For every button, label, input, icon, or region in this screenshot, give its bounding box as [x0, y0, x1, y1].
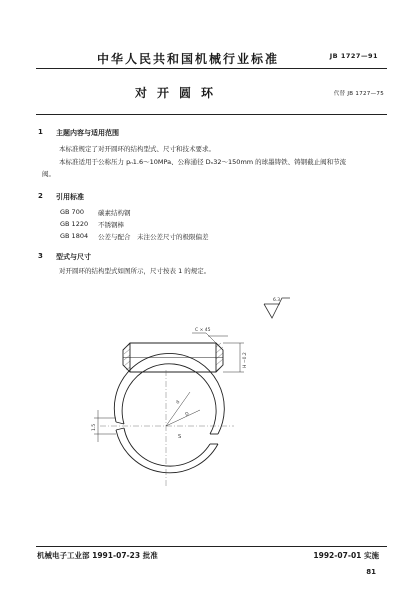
inner-diameter-label: d — [175, 399, 182, 406]
chamfer-dimension: C × 45 — [195, 328, 211, 333]
chamfer-leader — [192, 333, 228, 343]
reference-code: GB 1804 — [60, 232, 89, 240]
section-3-paragraph-1: 对开圆环的结构型式如图所示，尺寸按表 1 的规定。 — [59, 267, 211, 275]
section-3-heading: 型式与尺寸 — [56, 253, 91, 261]
gap-dimension: 1.5 — [92, 423, 97, 431]
height-dimension-lines — [223, 343, 244, 372]
cut-label: S — [178, 434, 182, 440]
section-1-number: 1 — [38, 128, 43, 136]
implementation-date: 1992-07-01 实施 — [313, 551, 379, 560]
standard-number: JB 1727—91 — [329, 52, 378, 60]
standard-category-title: 中华人民共和国机械行业标准 — [97, 52, 280, 66]
ring-side-view — [123, 343, 223, 372]
supersedes-note: 代替 JB 1727—75 — [333, 91, 384, 97]
section-1-paragraph-2-line-2: 阀。 — [42, 170, 55, 178]
reference-code: GB 700 — [60, 208, 84, 216]
section-1-heading: 主题内容与适用范围 — [56, 129, 119, 137]
roughness-value: 6.3 — [273, 298, 281, 303]
diameter-leaders — [166, 392, 200, 426]
page-number: 81 — [366, 568, 376, 576]
outer-diameter-label: D — [184, 411, 190, 418]
reference-title: 碳素结构钢 — [98, 209, 131, 217]
approval-note: 机械电子工业部 1991-07-23 批准 — [37, 551, 158, 560]
ring-plan-view — [114, 353, 224, 472]
section-1-paragraph-2-line-1: 本标准适用于公称压力 pₙ1.6～10MPa、公称通径 Dₙ32～150mm 的球墨铸铁、铸钢截止阀和节流 — [59, 158, 347, 166]
reference-title: 公差与配合 未注公差尺寸的极限偏差 — [98, 233, 209, 241]
section-2-heading: 引用标准 — [56, 193, 84, 201]
side-view-section-hatch — [124, 343, 223, 371]
section-3-number: 3 — [38, 252, 43, 260]
height-dimension: H −0.2 — [243, 352, 248, 368]
document-title: 对开圆环 — [135, 86, 224, 100]
reference-title: 不锈钢棒 — [98, 221, 124, 229]
section-2-number: 2 — [38, 192, 43, 200]
reference-code: GB 1220 — [60, 220, 89, 228]
section-1-paragraph-1: 本标准规定了对开圆环的结构型式、尺寸和技术要求。 — [59, 145, 215, 153]
footer-rule — [36, 546, 387, 547]
